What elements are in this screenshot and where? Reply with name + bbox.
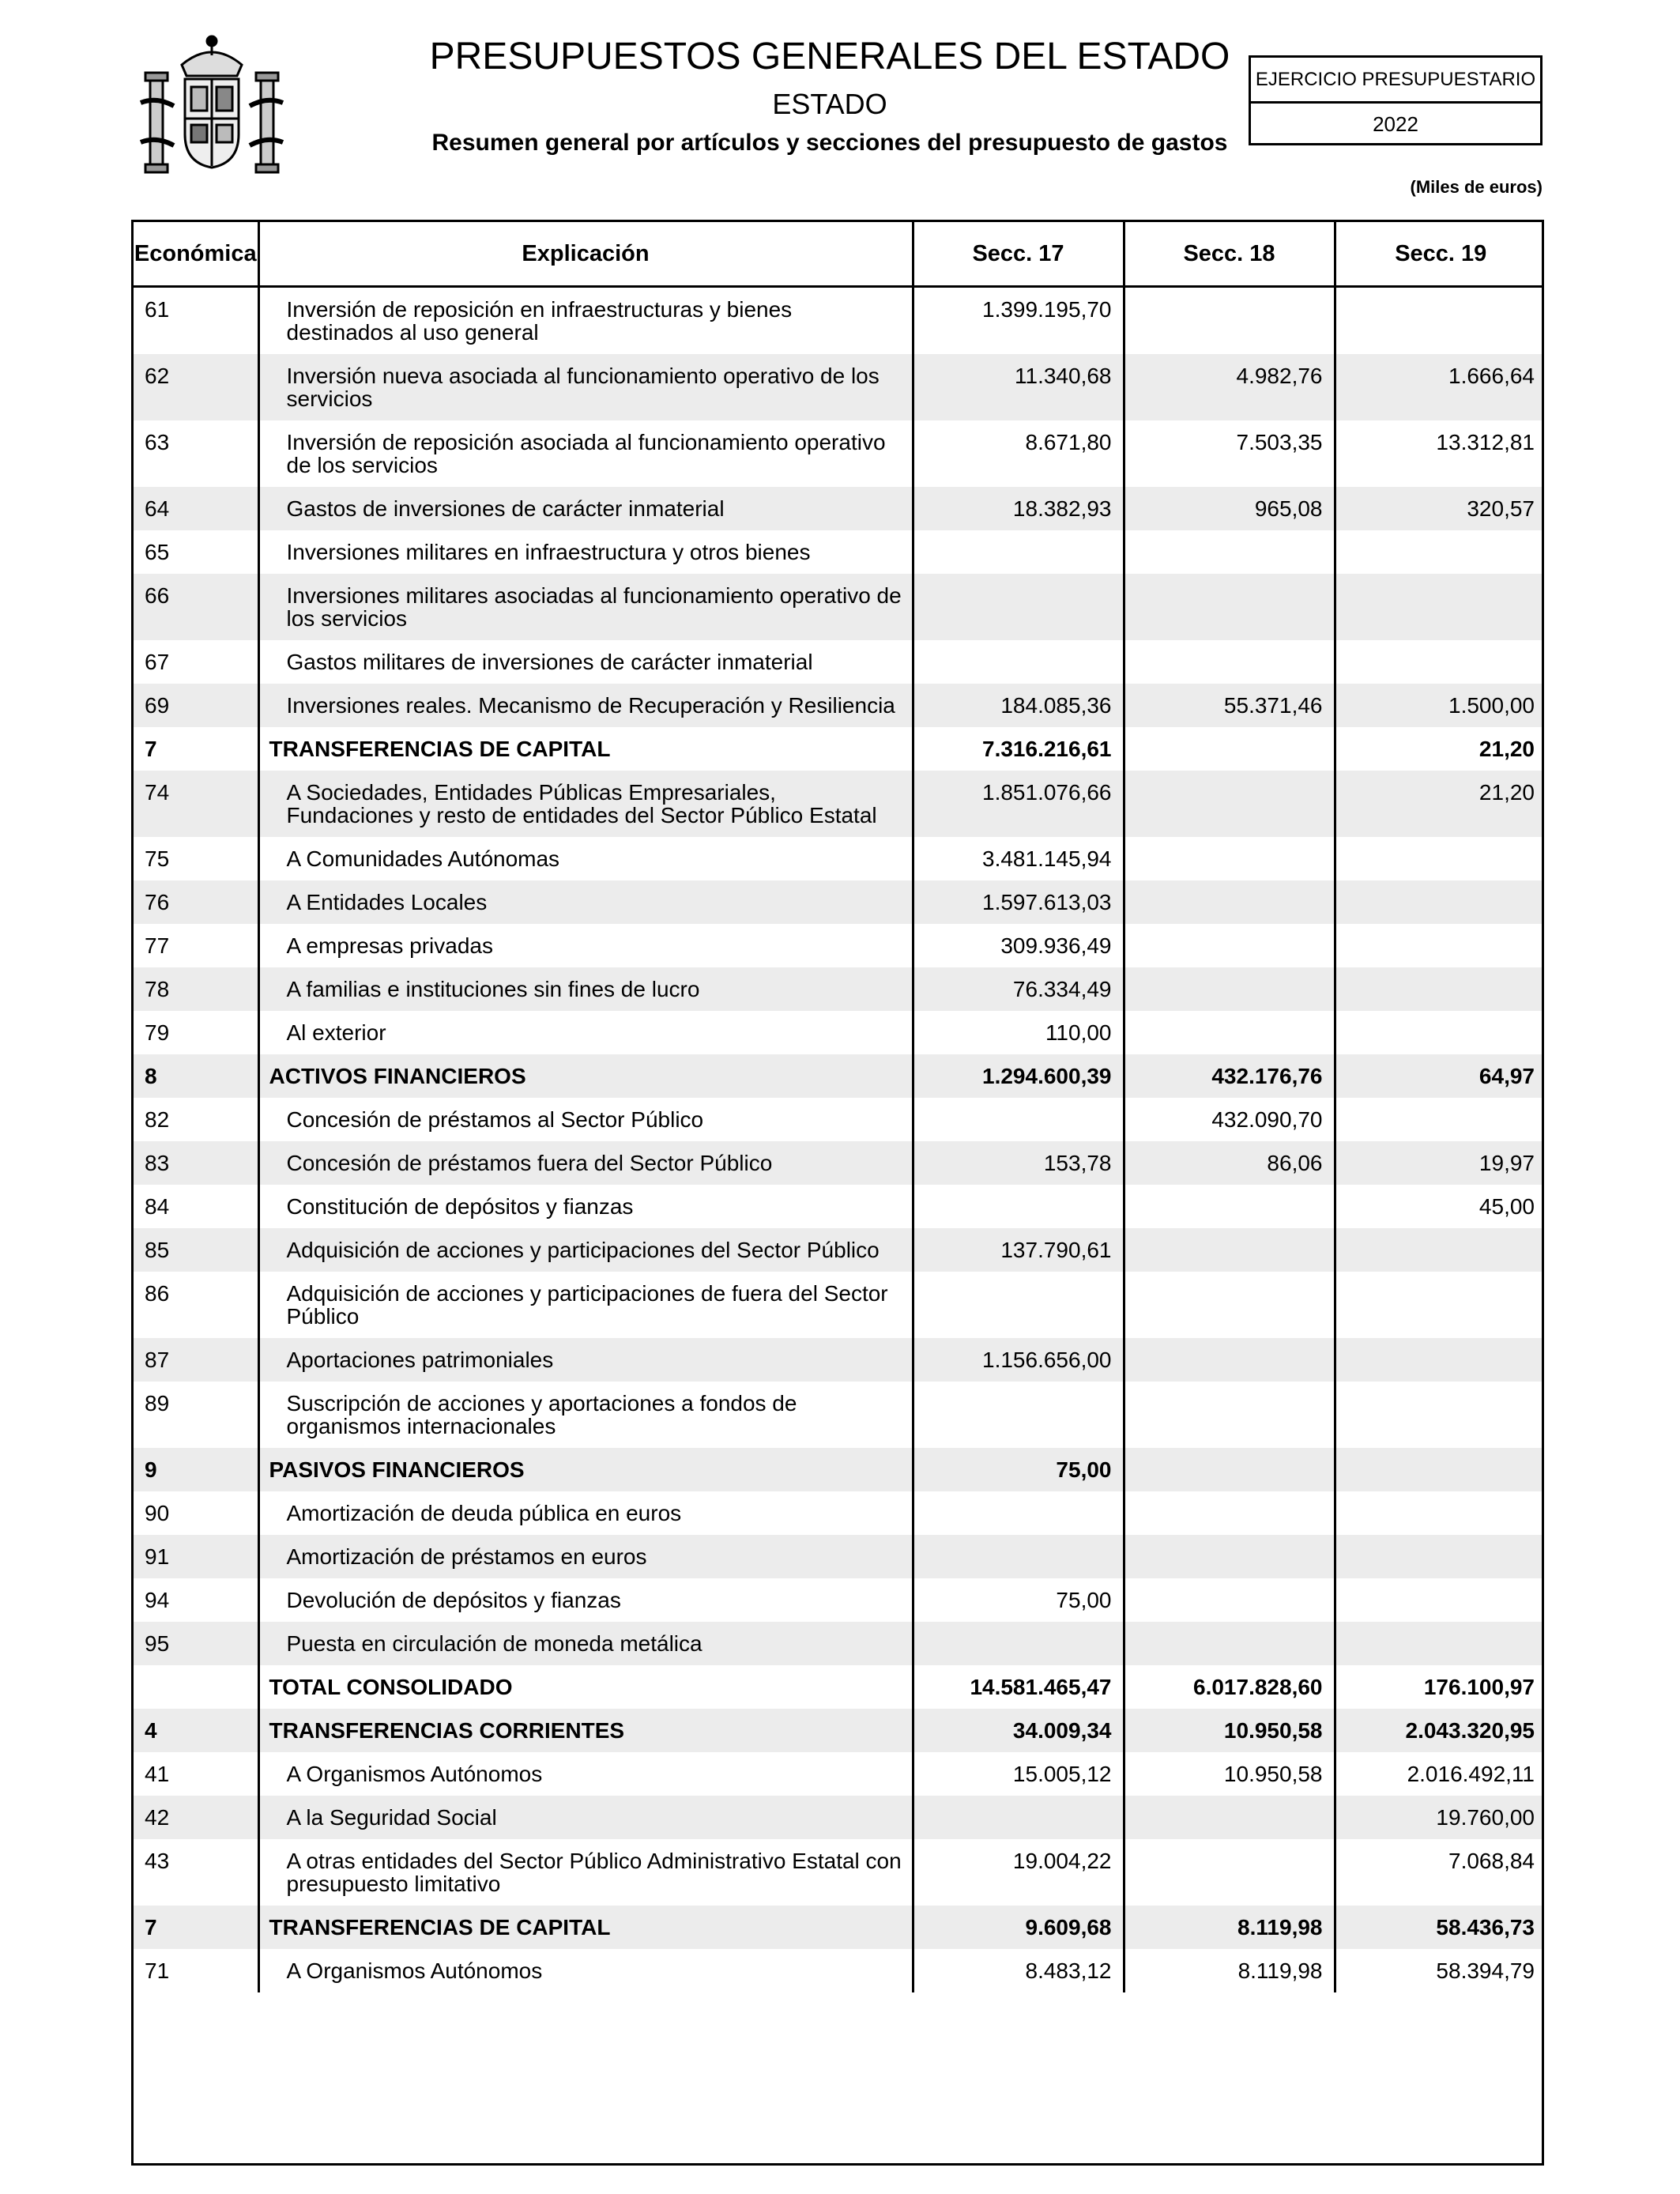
row-code: 83: [134, 1141, 258, 1185]
table-row: [134, 1752, 1544, 1796]
row-sec17: [913, 1535, 1124, 1578]
table-row: [134, 487, 1544, 530]
table-row: [134, 1382, 1544, 1448]
row-sec18: [1124, 880, 1335, 924]
row-sec19: 176.100,97: [1423, 1675, 1535, 1699]
row-sec17: 184.085,36: [913, 684, 1124, 727]
table-row: [134, 837, 1544, 880]
row-sec17: [913, 1185, 1124, 1228]
row-label: Aportaciones patrimoniales: [258, 1338, 913, 1382]
row-sec19: [1335, 1011, 1544, 1054]
row-sec17: [913, 1382, 1124, 1448]
row-code: 77: [134, 924, 258, 967]
table-row: [134, 1011, 1544, 1054]
table-row: [134, 287, 1544, 355]
row-label: TOTAL CONSOLIDADO: [258, 1665, 913, 1709]
row-sec17: 8.671,80: [913, 420, 1124, 487]
row-sec18: 55.371,46: [1124, 684, 1335, 727]
row-label: Puesta en circulación de moneda metálica: [258, 1622, 913, 1665]
header-sec18: Secc. 18: [1124, 222, 1335, 287]
row-label: Inversiones militares en infraestructura y otros bienes: [258, 530, 913, 574]
table-row: [134, 1949, 1544, 1992]
ejercicio-box: [1249, 55, 1543, 145]
row-sec18: [1124, 771, 1335, 837]
row-code: 87: [134, 1338, 258, 1382]
row-sec18: [1124, 1578, 1335, 1622]
row-sec19: [1335, 1622, 1544, 1665]
row-sec17: 11.340,68: [913, 354, 1124, 420]
row-code: 91: [134, 1535, 258, 1578]
row-sec19: [1335, 287, 1544, 355]
row-label: Inversión de reposición en infraestructuras y bienes destinados al uso general: [258, 287, 913, 355]
row-sec17: 34.009,34: [913, 1709, 1124, 1752]
row-sec17: 3.481.145,94: [913, 837, 1124, 880]
row-sec17: 9.609,68: [913, 1906, 1124, 1949]
row-sec17: 1.597.613,03: [913, 880, 1124, 924]
table-row: [134, 967, 1544, 1011]
row-code: 79: [134, 1011, 258, 1054]
row-sec18: [1124, 1382, 1335, 1448]
row-sec19: [1335, 574, 1544, 640]
row-label: A otras entidades del Sector Público Administrativo Estatal con presupuesto limitativo: [258, 1839, 913, 1906]
row-sec18: [1124, 640, 1335, 684]
row-sec17: 19.004,22: [913, 1839, 1124, 1906]
row-sec17: 18.382,93: [913, 487, 1124, 530]
row-code: 94: [134, 1578, 258, 1622]
row-sec17: 7.316.216,61: [913, 727, 1124, 771]
row-code: [134, 1665, 258, 1709]
row-sec19: 7.068,84: [1448, 1849, 1535, 1873]
row-code: 69: [134, 684, 258, 727]
row-label: A Sociedades, Entidades Públicas Empresariales, Fundaciones y resto de entidades del Sector Público Estatal: [258, 771, 913, 837]
row-sec17: 76.334,49: [913, 967, 1124, 1011]
row-sec19: [1335, 967, 1544, 1011]
table-row: [134, 1709, 1544, 1752]
row-code: 71: [134, 1949, 258, 1992]
row-sec17: 75,00: [913, 1578, 1124, 1622]
row-sec19: [1335, 837, 1544, 880]
table-row: [134, 771, 1544, 837]
row-code: 74: [134, 771, 258, 837]
row-sec19: 21,20: [1335, 771, 1544, 837]
row-sec18: 10.950,58: [1124, 1752, 1335, 1796]
row-label: Inversión de reposición asociada al funcionamiento operativo de los servicios: [258, 420, 913, 487]
units-label: (Miles de euros): [1410, 177, 1543, 197]
row-sec19: 1.500,00: [1335, 684, 1544, 727]
table-body: [134, 287, 1544, 1993]
row-sec17: 15.005,12: [913, 1752, 1124, 1796]
header-economica: Económica: [134, 222, 258, 287]
row-code: 63: [134, 420, 258, 487]
row-sec18: [1124, 1448, 1335, 1491]
row-sec17: [913, 1098, 1124, 1141]
row-label: Amortización de préstamos en euros: [258, 1535, 913, 1578]
row-sec17: [913, 1272, 1124, 1338]
table-row: [134, 880, 1544, 924]
row-code: 62: [134, 354, 258, 420]
row-sec18: [1124, 530, 1335, 574]
row-code: 76: [134, 880, 258, 924]
row-sec19: [1335, 1448, 1544, 1491]
row-label: A Organismos Autónomos: [258, 1949, 913, 1992]
row-code: 82: [134, 1098, 258, 1141]
ejercicio-label: EJERCICIO PRESUPUESTARIO: [1251, 58, 1540, 104]
row-sec17: [913, 1491, 1124, 1535]
row-sec17: 110,00: [913, 1011, 1124, 1054]
row-sec18: [1124, 967, 1335, 1011]
row-sec18: 10.950,58: [1124, 1709, 1335, 1752]
row-sec17: [913, 530, 1124, 574]
row-sec17: 153,78: [913, 1141, 1124, 1185]
row-code: 84: [134, 1185, 258, 1228]
row-code: 95: [134, 1622, 258, 1665]
row-label: Suscripción de acciones y aportaciones a fondos de organismos internacionales: [258, 1382, 913, 1448]
row-code: 67: [134, 640, 258, 684]
row-sec18: 4.982,76: [1124, 354, 1335, 420]
table-row: [134, 1535, 1544, 1578]
row-label: ACTIVOS FINANCIEROS: [258, 1054, 913, 1098]
row-sec18: 8.119,98: [1124, 1949, 1335, 1992]
row-sec19: 2.043.320,95: [1335, 1709, 1544, 1752]
row-sec18: 6.017.828,60: [1124, 1665, 1335, 1709]
table-row: [134, 1141, 1544, 1185]
spain-coat-of-arms-icon: [133, 24, 291, 182]
row-code: 86: [134, 1272, 258, 1338]
table-row: [134, 1906, 1544, 1949]
row-code: 64: [134, 487, 258, 530]
row-label: A familias e instituciones sin fines de lucro: [258, 967, 913, 1011]
row-label: Amortización de deuda pública en euros: [258, 1491, 913, 1535]
row-sec19: 21,20: [1478, 737, 1535, 761]
table-row: [134, 1448, 1544, 1491]
row-code: 75: [134, 837, 258, 880]
header-sec19: Secc. 19: [1335, 222, 1544, 287]
row-sec19: 1.666,64: [1335, 354, 1544, 420]
row-label: Gastos de inversiones de carácter inmaterial: [258, 487, 913, 530]
row-code: 42: [134, 1796, 258, 1839]
table-row: [134, 1665, 1544, 1709]
table-row: [134, 1578, 1544, 1622]
table-row: [134, 684, 1544, 727]
row-sec17: [913, 640, 1124, 684]
table-row: [134, 574, 1544, 640]
row-label: A la Seguridad Social: [258, 1796, 913, 1839]
table-row: [134, 1338, 1544, 1382]
row-code: 41: [134, 1752, 258, 1796]
table-row: [134, 924, 1544, 967]
row-sec19: 58.394,79: [1436, 1958, 1535, 1983]
row-code: 78: [134, 967, 258, 1011]
table-row: [134, 727, 1544, 771]
row-sec19: [1335, 1535, 1544, 1578]
row-sec17: 309.936,49: [913, 924, 1124, 967]
row-sec18: [1124, 574, 1335, 640]
row-sec19: [1335, 1272, 1544, 1338]
row-sec18: [1124, 1491, 1335, 1535]
row-sec19: 19,97: [1335, 1141, 1544, 1185]
row-code: 7: [134, 727, 258, 771]
table-row: [134, 1228, 1544, 1272]
row-sec18: [1124, 727, 1335, 771]
row-code: 8: [134, 1054, 258, 1098]
row-sec19: 58.436,73: [1335, 1906, 1544, 1949]
table-row: [134, 1098, 1544, 1141]
row-sec18: [1124, 287, 1335, 355]
row-code: 90: [134, 1491, 258, 1535]
row-code: 9: [134, 1448, 258, 1491]
table-row: [134, 530, 1544, 574]
row-sec18: [1124, 924, 1335, 967]
row-label: Devolución de depósitos y fianzas: [258, 1578, 913, 1622]
row-sec19: 45,00: [1478, 1194, 1535, 1219]
row-sec19: [1335, 1491, 1544, 1535]
table-row: [134, 354, 1544, 420]
row-sec17: 8.483,12: [913, 1949, 1124, 1992]
table-row: [134, 420, 1544, 487]
table-row: [134, 1491, 1544, 1535]
table-row: [134, 1796, 1544, 1839]
row-sec18: [1124, 837, 1335, 880]
row-label: Constitución de depósitos y fianzas: [258, 1185, 913, 1228]
row-label: A Organismos Autónomos: [258, 1752, 913, 1796]
page-title: PRESUPUESTOS GENERALES DEL ESTADO: [429, 36, 1230, 77]
row-sec18: [1124, 1839, 1335, 1906]
row-sec17: 1.399.195,70: [913, 287, 1124, 355]
row-sec18: 432.090,70: [1124, 1098, 1335, 1141]
row-label: Adquisición de acciones y participaciones del Sector Público: [258, 1228, 913, 1272]
row-label: TRANSFERENCIAS DE CAPITAL: [258, 727, 913, 771]
row-code: 7: [134, 1906, 258, 1949]
header-explicacion: Explicación: [258, 222, 913, 287]
row-sec19: [1335, 880, 1544, 924]
row-sec17: [913, 1796, 1124, 1839]
row-sec17: [913, 574, 1124, 640]
row-label: A empresas privadas: [258, 924, 913, 967]
row-sec17: 1.156.656,00: [913, 1338, 1124, 1382]
table-row: [134, 1272, 1544, 1338]
table-row: [134, 1185, 1544, 1228]
row-sec18: 8.119,98: [1124, 1906, 1335, 1949]
row-code: 65: [134, 530, 258, 574]
row-label: Al exterior: [258, 1011, 913, 1054]
row-sec19: [1335, 924, 1544, 967]
row-sec19: 320,57: [1335, 487, 1544, 530]
page-description: Resumen general por artículos y secciones del presupuesto de gastos: [431, 130, 1228, 156]
row-sec17: [913, 1622, 1124, 1665]
row-sec18: [1124, 1272, 1335, 1338]
row-sec17: 1.851.076,66: [913, 771, 1124, 837]
row-sec18: 965,08: [1124, 487, 1335, 530]
row-code: 61: [134, 287, 258, 355]
table-row: [134, 1622, 1544, 1665]
header-sec17: Secc. 17: [913, 222, 1124, 287]
row-label: Gastos militares de inversiones de carácter inmaterial: [258, 640, 913, 684]
row-label: TRANSFERENCIAS DE CAPITAL: [258, 1906, 913, 1949]
row-sec18: 86,06: [1124, 1141, 1335, 1185]
table-header: [134, 222, 1544, 287]
row-label: A Comunidades Autónomas: [258, 837, 913, 880]
row-sec18: [1124, 1796, 1335, 1839]
row-sec18: 432.176,76: [1124, 1054, 1335, 1098]
page-subtitle: ESTADO: [772, 88, 887, 120]
row-label: TRANSFERENCIAS CORRIENTES: [258, 1709, 913, 1752]
row-sec17: 137.790,61: [913, 1228, 1124, 1272]
row-sec19: [1335, 530, 1544, 574]
table-row: [134, 1839, 1544, 1906]
row-sec19: [1335, 640, 1544, 684]
row-code: 4: [134, 1709, 258, 1752]
row-sec17: 14.581.465,47: [913, 1665, 1124, 1709]
row-sec18: [1124, 1535, 1335, 1578]
ejercicio-year: 2022: [1373, 112, 1418, 136]
row-code: 66: [134, 574, 258, 640]
row-code: 89: [134, 1382, 258, 1448]
row-label: Inversiones reales. Mecanismo de Recuperación y Resiliencia: [258, 684, 913, 727]
row-sec18: [1124, 1011, 1335, 1054]
row-label: Inversiones militares asociadas al funcionamiento operativo de los servicios: [258, 574, 913, 640]
row-sec18: [1124, 1622, 1335, 1665]
row-sec18: [1124, 1185, 1335, 1228]
row-sec18: 7.503,35: [1124, 420, 1335, 487]
row-label: A Entidades Locales: [258, 880, 913, 924]
row-sec17: 75,00: [913, 1448, 1124, 1491]
row-sec18: [1124, 1228, 1335, 1272]
row-sec19: 19.760,00: [1335, 1796, 1544, 1839]
row-sec19: [1335, 1098, 1544, 1141]
row-sec18: [1124, 1338, 1335, 1382]
row-sec17: 1.294.600,39: [913, 1054, 1124, 1098]
row-sec19: [1335, 1338, 1544, 1382]
budget-table: [131, 220, 1544, 2166]
row-sec19: [1335, 1578, 1544, 1622]
table-row: [134, 640, 1544, 684]
row-sec19: 64,97: [1335, 1054, 1544, 1098]
row-label: Concesión de préstamos fuera del Sector Público: [258, 1141, 913, 1185]
row-code: 43: [134, 1839, 258, 1906]
row-label: PASIVOS FINANCIEROS: [258, 1448, 913, 1491]
row-code: 85: [134, 1228, 258, 1272]
row-sec19: 2.016.492,11: [1407, 1762, 1535, 1786]
row-sec19: [1335, 1382, 1544, 1448]
row-label: Inversión nueva asociada al funcionamiento operativo de los servicios: [258, 354, 913, 420]
row-label: Concesión de préstamos al Sector Público: [258, 1098, 913, 1141]
row-label: Adquisición de acciones y participaciones de fuera del Sector Público: [258, 1272, 913, 1338]
row-sec19: 13.312,81: [1436, 430, 1535, 454]
table-row: [134, 1054, 1544, 1098]
row-sec19: [1335, 1228, 1544, 1272]
